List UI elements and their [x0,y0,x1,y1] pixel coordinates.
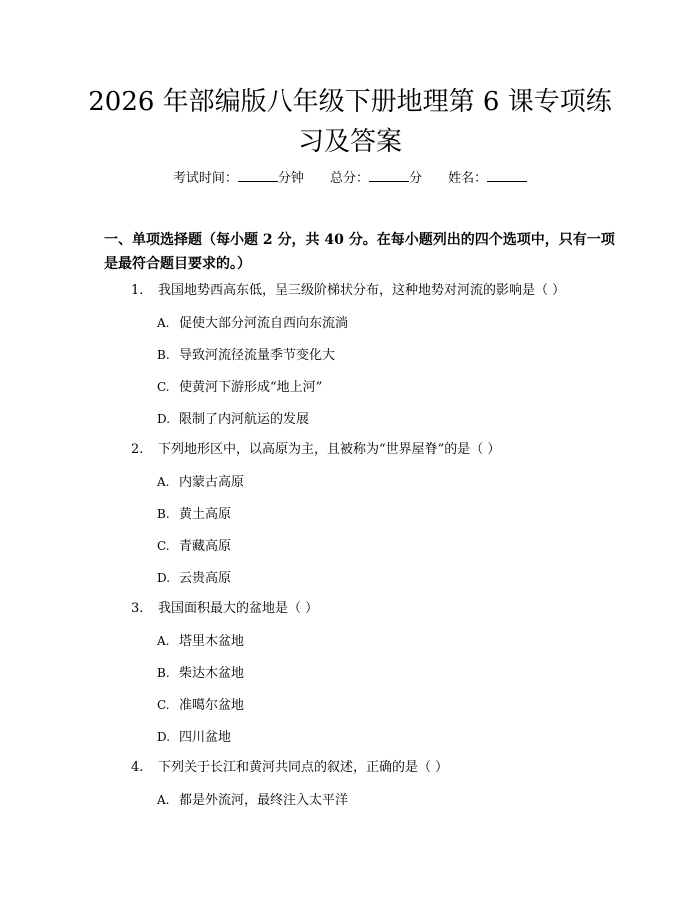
option-letter: C. [157,698,170,712]
option-text: 黄土高原 [179,507,232,522]
section-heading-line-2: 是最符合题目要求的。） [104,256,251,272]
option-text: 青藏高原 [179,539,232,554]
option-letter: A. [157,793,170,807]
option-letter: C. [157,380,170,394]
question-2-option-d [157,568,617,589]
question-2-option-c [157,536,617,557]
name-blank [487,168,527,182]
question-text: 我国地势西高东低，呈三级阶梯状分布，这种地势对河流的影响是（ ） [158,283,566,298]
question-1-option-c [157,377,617,398]
time-label: 考试时间： [172,171,238,186]
option-text: 促使大部分河流自西向东流淌 [179,316,349,331]
question-number: 2. [131,442,144,457]
option-letter: D. [157,412,171,426]
section-heading-line-1: 一、单项选择题（每小题 2 分，共 40 分。在每小题列出的四个选项中，只有一项 [104,232,615,248]
option-letter: D. [157,571,171,585]
option-letter: A. [157,316,170,330]
option-text: 云贵高原 [179,571,232,586]
question-3-option-b [157,663,617,684]
option-text: 柴达木盆地 [179,666,245,681]
question-4-option-a [157,790,617,811]
question-1-option-d [157,409,617,430]
option-text: 内蒙古高原 [179,475,245,490]
name-label: 姓名： [448,171,488,186]
option-text: 塔里木盆地 [179,634,245,649]
exam-meta-line [0,168,700,189]
time-blank [238,168,278,182]
document-title-line-2: 习及答案 [297,127,402,157]
question-1 [131,281,631,301]
option-text: 限制了内河航运的发展 [179,412,310,427]
question-3-option-c [157,695,617,716]
option-text: 都是外流河，最终注入太平洋 [179,793,349,808]
document-title-line-1: 2026 年部编版八年级下册地理第 6 课专项练 [88,87,612,117]
question-2-option-a [157,472,617,493]
option-letter: A. [157,634,170,648]
option-letter: D. [157,730,171,744]
question-2 [131,440,631,460]
question-number: 4. [131,760,144,775]
question-1-option-a [157,313,617,334]
score-unit: 分 [409,171,423,186]
question-3 [131,599,631,619]
option-letter: A. [157,475,170,489]
option-letter: B. [157,666,170,680]
option-text: 导致河流径流量季节变化大 [179,348,336,363]
question-number: 3. [131,601,144,616]
option-text: 使黄河下游形成“地上河” [179,380,323,395]
option-text: 准噶尔盆地 [179,698,245,713]
option-letter: C. [157,539,170,553]
question-number: 1. [131,283,144,298]
question-text: 下列地形区中，以高原为主，且被称为“世界屋脊”的是（ ） [158,442,501,457]
question-1-option-b [157,345,617,366]
time-unit: 分钟 [277,171,304,186]
score-blank [369,168,409,182]
option-text: 四川盆地 [179,730,232,745]
option-letter: B. [157,348,170,362]
question-2-option-b [157,504,617,525]
option-letter: B. [157,507,170,521]
question-3-option-a [157,631,617,652]
question-text: 我国面积最大的盆地是（ ） [158,601,319,616]
question-text: 下列关于长江和黄河共同点的叙述，正确的是（ ） [158,760,449,775]
question-3-option-d [157,727,617,748]
score-label: 总分： [329,171,369,186]
question-4 [131,758,631,778]
